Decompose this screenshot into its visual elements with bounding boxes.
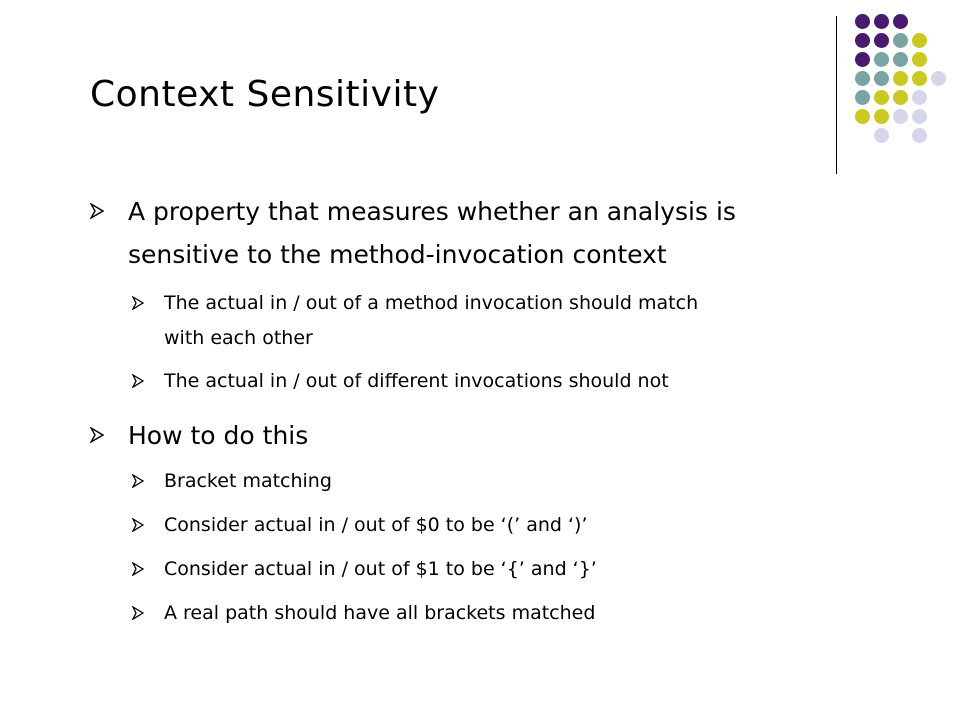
bullet-line: A real path should have all brackets matched bbox=[164, 602, 596, 624]
decor-dot bbox=[912, 33, 927, 48]
decor-dot bbox=[893, 109, 908, 124]
decor-dot bbox=[874, 52, 889, 67]
decor-dot bbox=[855, 90, 870, 105]
slide-title: Context Sensitivity bbox=[90, 74, 440, 115]
decor-dot bbox=[855, 33, 870, 48]
bullet-line: sensitive to the method-invocation context bbox=[128, 240, 667, 269]
bullet-line: The actual in / out of different invocations should not bbox=[164, 370, 669, 392]
decor-dot bbox=[893, 14, 908, 29]
decor-dot bbox=[931, 71, 946, 86]
decor-dot bbox=[912, 90, 927, 105]
decor-dot bbox=[893, 52, 908, 67]
bullet-line: A property that measures whether an analysis is bbox=[128, 197, 736, 226]
decor-dot bbox=[855, 71, 870, 86]
dot-grid-decoration bbox=[0, 0, 960, 180]
decor-dot bbox=[912, 109, 927, 124]
decor-dot bbox=[893, 90, 908, 105]
decor-dot bbox=[855, 14, 870, 29]
decor-dot bbox=[874, 128, 889, 143]
arrow-bullet-icon bbox=[132, 374, 144, 388]
decor-dot bbox=[874, 33, 889, 48]
decor-dot bbox=[874, 71, 889, 86]
bullet-text bbox=[164, 286, 698, 356]
bullet-line: Consider actual in / out of $0 to be ‘(’ and ‘)’ bbox=[164, 514, 588, 536]
bullet-line: with each other bbox=[164, 327, 313, 349]
bullet-line: Bracket matching bbox=[164, 470, 332, 492]
decor-dot bbox=[855, 109, 870, 124]
bullet-line: The actual in / out of a method invocation should match bbox=[164, 292, 699, 314]
arrow-bullet-icon bbox=[132, 474, 144, 488]
decor-dot bbox=[874, 90, 889, 105]
decor-dot bbox=[912, 71, 927, 86]
bullet-text bbox=[128, 190, 736, 276]
divider-line bbox=[836, 16, 837, 174]
bullet-text bbox=[164, 552, 597, 587]
arrow-bullet-icon bbox=[90, 203, 104, 219]
decor-dot bbox=[912, 128, 927, 143]
decor-dot bbox=[874, 109, 889, 124]
bullet-text bbox=[164, 596, 595, 631]
bullet-text bbox=[164, 464, 332, 499]
decor-dot bbox=[912, 52, 927, 67]
arrow-bullet-icon bbox=[132, 296, 144, 310]
decor-dot bbox=[893, 33, 908, 48]
bullet-text bbox=[128, 414, 308, 457]
decor-dot bbox=[855, 52, 870, 67]
bullet-text bbox=[164, 508, 588, 543]
decor-dot bbox=[893, 71, 908, 86]
arrow-bullet-icon bbox=[90, 427, 104, 443]
arrow-bullet-icon bbox=[132, 518, 144, 532]
decor-dot bbox=[874, 14, 889, 29]
bullet-text bbox=[164, 364, 669, 399]
bullet-line: How to do this bbox=[128, 421, 309, 450]
bullet-line: Consider actual in / out of $1 to be ‘{’ and ‘}’ bbox=[164, 558, 597, 580]
arrow-bullet-icon bbox=[132, 606, 144, 620]
arrow-bullet-icon bbox=[132, 562, 144, 576]
